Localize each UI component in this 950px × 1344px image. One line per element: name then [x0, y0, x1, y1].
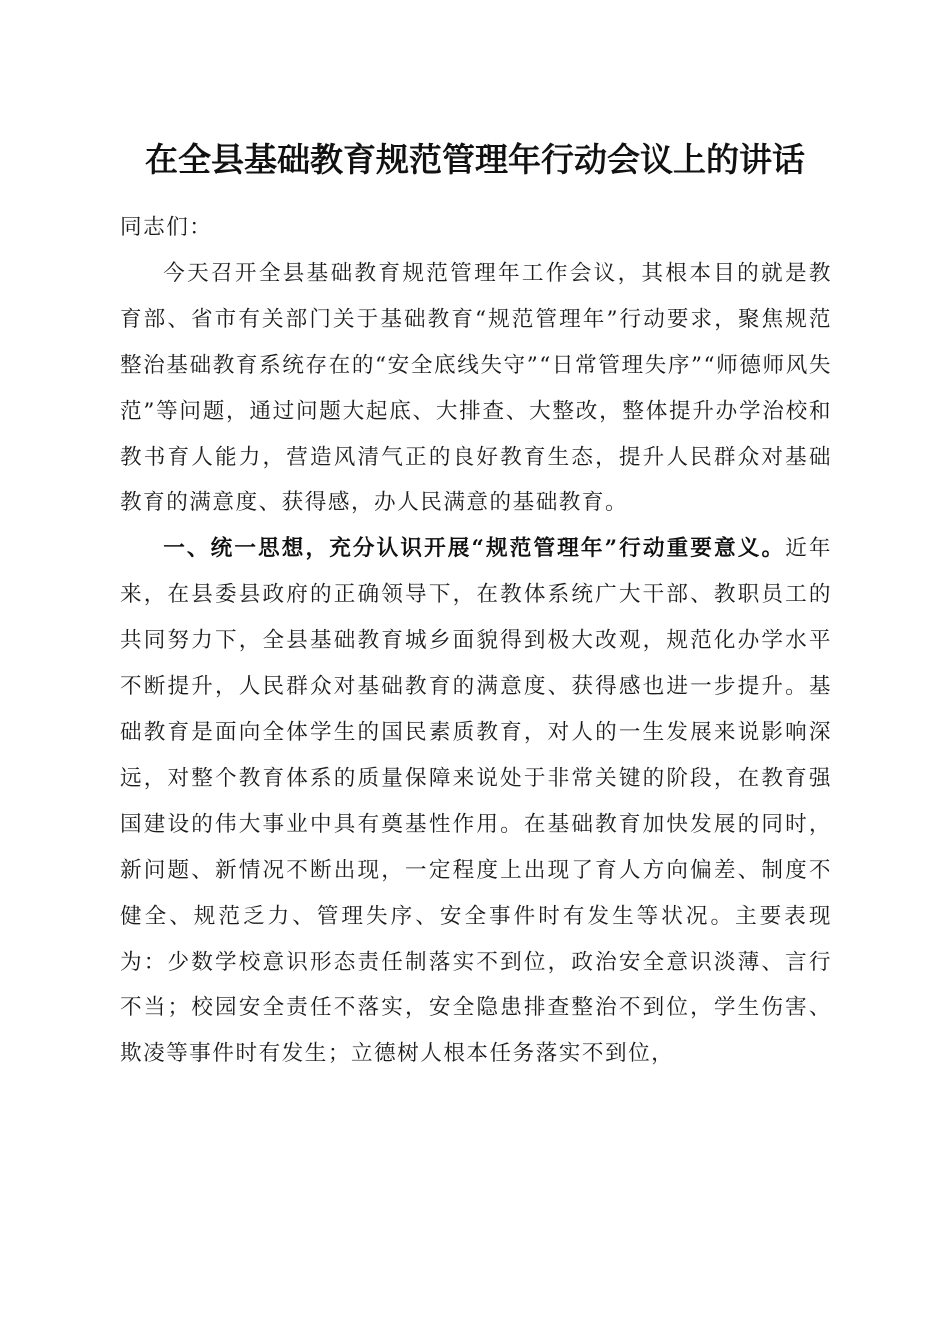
document-body [120, 205, 832, 1077]
document-title: 在全县基础教育规范管理年行动会议上的讲话 [145, 140, 805, 179]
section-1-heading: 一、统一思想，充分认识开展“规范管理年”行动重要意义。 [163, 536, 786, 562]
greeting: 同志们： [120, 215, 213, 240]
paragraph-section-1 [120, 526, 832, 1077]
paragraph-intro: 今天召开全县基础教育规范管理年工作会议，其根本目的就是教育部、省市有关部门关于基础教育“规范管理年”行动要求，聚焦规范整治基础教育系统存在的“安全底线失守”“日常管理失序”“师德师风失范”等问题，通过问题大起底、大排查、大整改，整体提升办学治校和教书育人能力，营造风清气正的良好教育生态，提升人民群众对基础教育的满意度、获得感，办人民满意的基础教育。 [120, 260, 832, 516]
section-1-body: 近年来，在县委县政府的正确领导下，在教体系统广大干部、教职员工的共同努力下，全县基础教育城乡面貌得到极大改观，规范化办学水平不断提升，人民群众对基础教育的满意度、获得感也进一步提升。基础教育是面向全体学生的国民素质教育，对人的一生发展来说影响深远，对整个教育体系的质量保障来说处于非常关键的阶段，在教育强国建设的伟大事业中具有奠基性作用。在基础教育加快发展的同时，新问题、新情况不断出现，一定程度上出现了育人方向偏差、制度不健全、规范乏力、管理失序、安全事件时有发生等状况。主要表现为：少数学校意识形态责任制落实不到位，政治安全意识淡薄、言行不当；校园安全责任不落实，安全隐患排查整治不到位，学生伤害、欺凌等事件时有发生；立德树人根本任务落实不到位， [120, 536, 832, 1067]
